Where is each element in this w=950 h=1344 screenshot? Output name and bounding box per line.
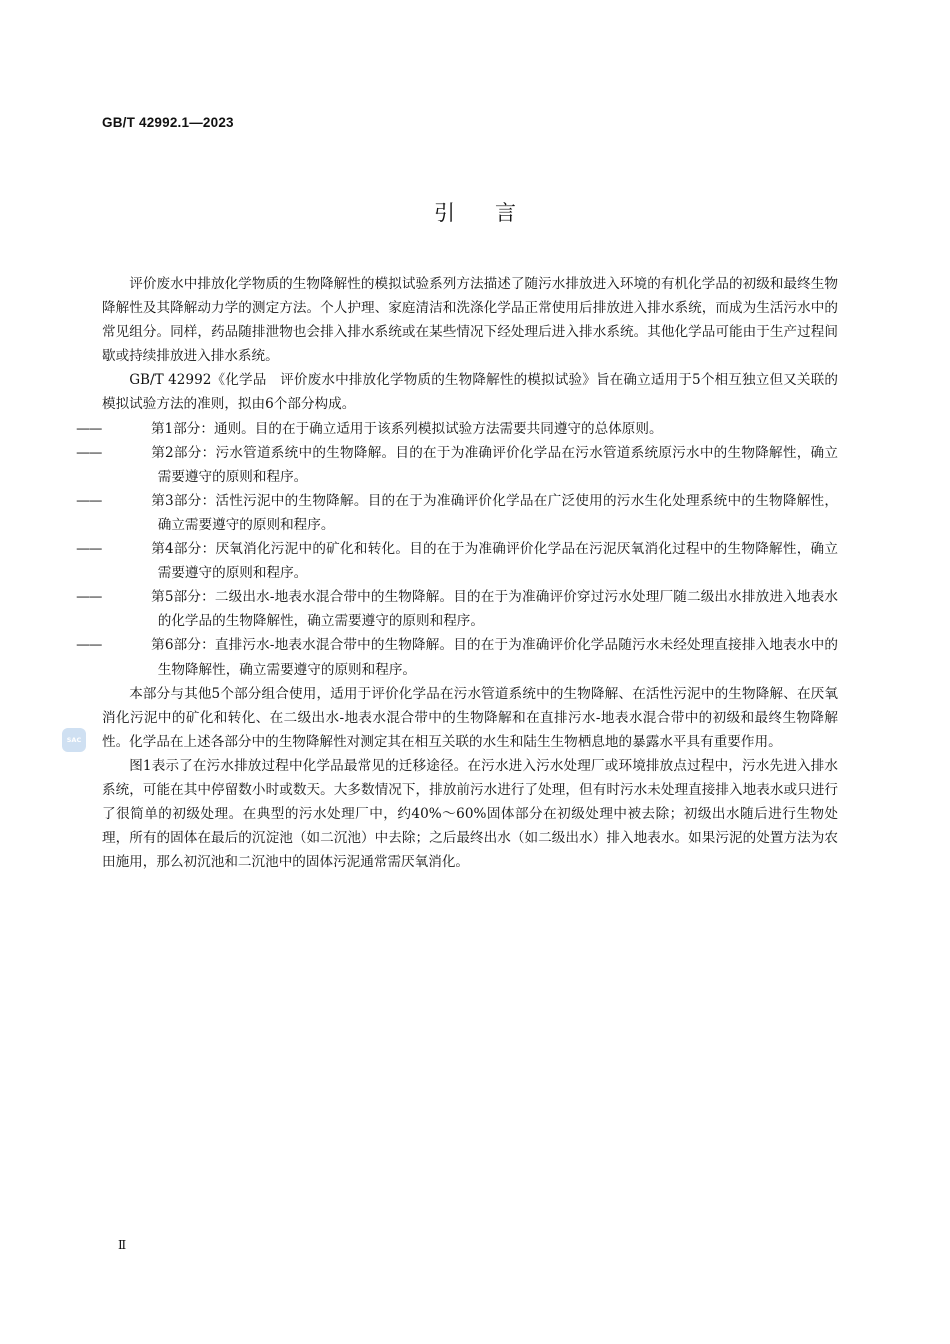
sac-watermark-logo: SAC [62, 728, 86, 752]
list-dash: —— [76, 492, 102, 509]
intro-paragraph-3: 本部分与其他5个部分组合使用，适用于评价化学品在污水管道系统中的生物降解、在活性污泥中的生物降解、在厌氧消化污泥中的矿化和转化、在二级出水-地表水混合带中的生物降解和在直排污水-地表水混合带中的初级和最终生物降解性。化学品在上述各部分中的生物降解性对测定其在相互关联的水生和陆生生物栖息地的暴露水平具有重要作用。 [102, 685, 838, 750]
list-item-part-1 [76, 417, 838, 441]
list-dash: —— [76, 444, 102, 461]
list-dash: —— [76, 420, 102, 437]
page-number: Ⅱ [118, 1238, 127, 1252]
list-dash: —— [76, 589, 102, 606]
intro-paragraph-4: 图1表示了在污水排放过程中化学品最常见的迁移途径。在污水进入污水处理厂或环境排放点过程中，污水先进入排水系统，可能在其中停留数小时或数天。大多数情况下，排放前污水进行了处理，但有时污水未处理直接排入地表水或只进行了很简单的初级处理。在典型的污水处理厂中，约40%～60%固体部分在初级处理中被去除；初级出水随后进行生物处理，所有的固体在最后的沉淀池（如二沉池）中去除；之后最终出水（如二级出水）排入地表水。如果污泥的处置方法为农田施用，那么初沉池和二沉池中的固体污泥通常需厌氧消化。 [102, 757, 838, 871]
standard-number: GB/T 42992.1—2023 [102, 115, 234, 130]
document-body [76, 272, 838, 874]
list-item-text: 第1部分：通则。目的在于确立适用于该系列模拟试验方法需要共同遵守的总体原则。 [150, 420, 663, 437]
list-item-text: 第2部分：污水管道系统中的生物降解。目的在于为准确评价化学品在污水管道系统原污水中的生物降解性，确立需要遵守的原则和程序。 [150, 444, 838, 485]
intro-paragraph-1: 评价废水中排放化学物质的生物降解性的模拟试验系列方法描述了随污水排放进入环境的有机化学品的初级和最终生物降解性及其降解动力学的测定方法。个人护理、家庭清洁和洗涤化学品正常使用后排放进入排水系统，而成为生活污水中的常见组分。同样，药品随排泄物也会排入排水系统或在某些情况下经处理后进入排水系统。其他化学品可能由于生产过程间歇或持续排放进入排水系统。 [102, 276, 838, 365]
list-item-part-2 [76, 441, 838, 489]
page-title: 引言 [434, 201, 556, 225]
list-item-text: 第4部分：厌氧消化污泥中的矿化和转化。目的在于为准确评价化学品在污泥厌氧消化过程中的生物降解性，确立需要遵守的原则和程序。 [150, 541, 838, 582]
list-dash: —— [76, 541, 102, 558]
list-item-text: 第6部分：直排污水-地表水混合带中的生物降解。目的在于为准确评价化学品随污水未经处理直接排入地表水中的生物降解性，确立需要遵守的原则和程序。 [150, 637, 838, 678]
list-item-text: 第3部分：活性污泥中的生物降解。目的在于为准确评价化学品在广泛使用的污水生化处理系统中的生物降解性，确立需要遵守的原则和程序。 [150, 492, 838, 533]
list-item-part-4 [76, 537, 838, 585]
list-dash: —— [76, 637, 102, 654]
list-item-text: 第5部分：二级出水-地表水混合带中的生物降解。目的在于为准确评价穿过污水处理厂随二级出水排放进入地表水的化学品的生物降解性，确立需要遵守的原则和程序。 [150, 589, 838, 630]
intro-paragraph-2: GB/T 42992《化学品 评价废水中排放化学物质的生物降解性的模拟试验》旨在确立适用于5个相互独立但又关联的模拟试验方法的准则，拟由6个部分构成。 [102, 372, 838, 413]
list-item-part-3 [76, 489, 838, 537]
list-item-part-5 [76, 585, 838, 633]
list-item-part-6 [76, 633, 838, 681]
